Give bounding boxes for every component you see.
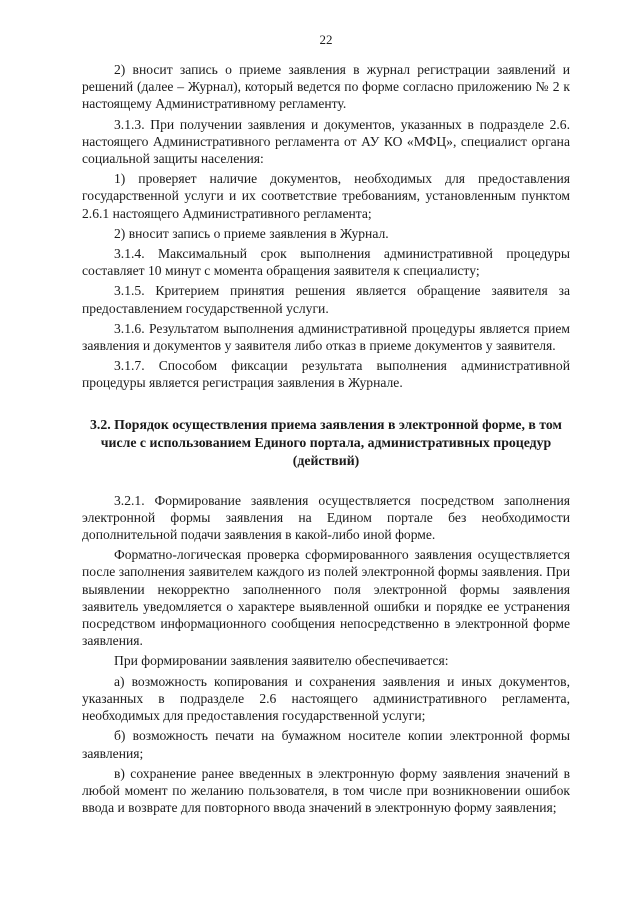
paragraph-3-1-3: 3.1.3. При получении заявления и документов, указанных в подразделе 2.6. настоящего Административного регламента от АУ КО «МФЦ», специалист органа социальной защиты населения: [82, 116, 570, 167]
document-page [82, 32, 570, 816]
page-number: 22 [319, 32, 333, 47]
paragraph-format-check: Форматно-логическая проверка сформированного заявления осуществляется после заполнения заявителем каждого из полей электронной формы заявления. При выявлении некорректно заполненного поля электронной формы заявления заявитель уведомляется о характере выявленной ошибки и порядке ее устранения посредством информационного сообщения непосредственно в электронной форме заявления. [82, 547, 570, 649]
section-heading-3-2: 3.2. Порядок осуществления приема заявления в электронной форме, в том числе с использованием Единого портала, административных процедур (действий) [90, 416, 562, 468]
paragraph-item-b: б) возможность печати на бумажном носителе копии электронной формы заявления; [82, 728, 570, 761]
paragraph-item-2-journal: 2) вносит запись о приеме заявления в журнал регистрации заявлений и решений (далее – Журнал), который ведется по форме согласно приложению № 2 к настоящему Административному регламенту. [82, 62, 570, 112]
paragraph-item-a: а) возможность копирования и сохранения заявления и иных документов, указанных в подразделе 2.6 настоящего административного регламента, необходимых для предоставления государственной услуги; [82, 673, 570, 724]
paragraph-item-1-check: 1) проверяет наличие документов, необходимых для предоставления государственной услуги и их соответствие требованиям, установленным пунктом 2.6.1 настоящего Административного регламента; [82, 171, 570, 221]
paragraph-3-2-1: 3.2.1. Формирование заявления осуществляется посредством заполнения электронной формы заявления на Едином портале без необходимости дополнительной подачи заявления в какой-либо иной форме. [82, 492, 570, 543]
paragraph-item-v: в) сохранение ранее введенных в электронную форму заявления значений в любой момент по желанию пользователя, в том числе при возникновении ошибок ввода и возврате для повторного ввода значений в электронную форму заявления; [82, 765, 570, 816]
paragraph-3-1-5: 3.1.5. Критерием принятия решения является обращение заявителя за предоставлением государственной услуги. [82, 283, 570, 316]
paragraph-3-1-7: 3.1.7. Способом фиксации результата выполнения административной процедуры является регистрация заявления в Журнале. [82, 358, 570, 391]
paragraph-item-2-record: 2) вносит запись о приеме заявления в Журнал. [114, 225, 389, 241]
heading-spacer [82, 470, 570, 492]
paragraph-3-1-4: 3.1.4. Максимальный срок выполнения административной процедуры составляет 10 минут с момента обращения заявителя к специалисту; [82, 246, 570, 279]
paragraph-provided-intro: При формировании заявления заявителю обеспечивается: [114, 653, 449, 669]
paragraph-3-1-6: 3.1.6. Результатом выполнения административной процедуры является прием заявления и документов у заявителя либо отказ в приеме документов у заявителя. [82, 320, 570, 354]
